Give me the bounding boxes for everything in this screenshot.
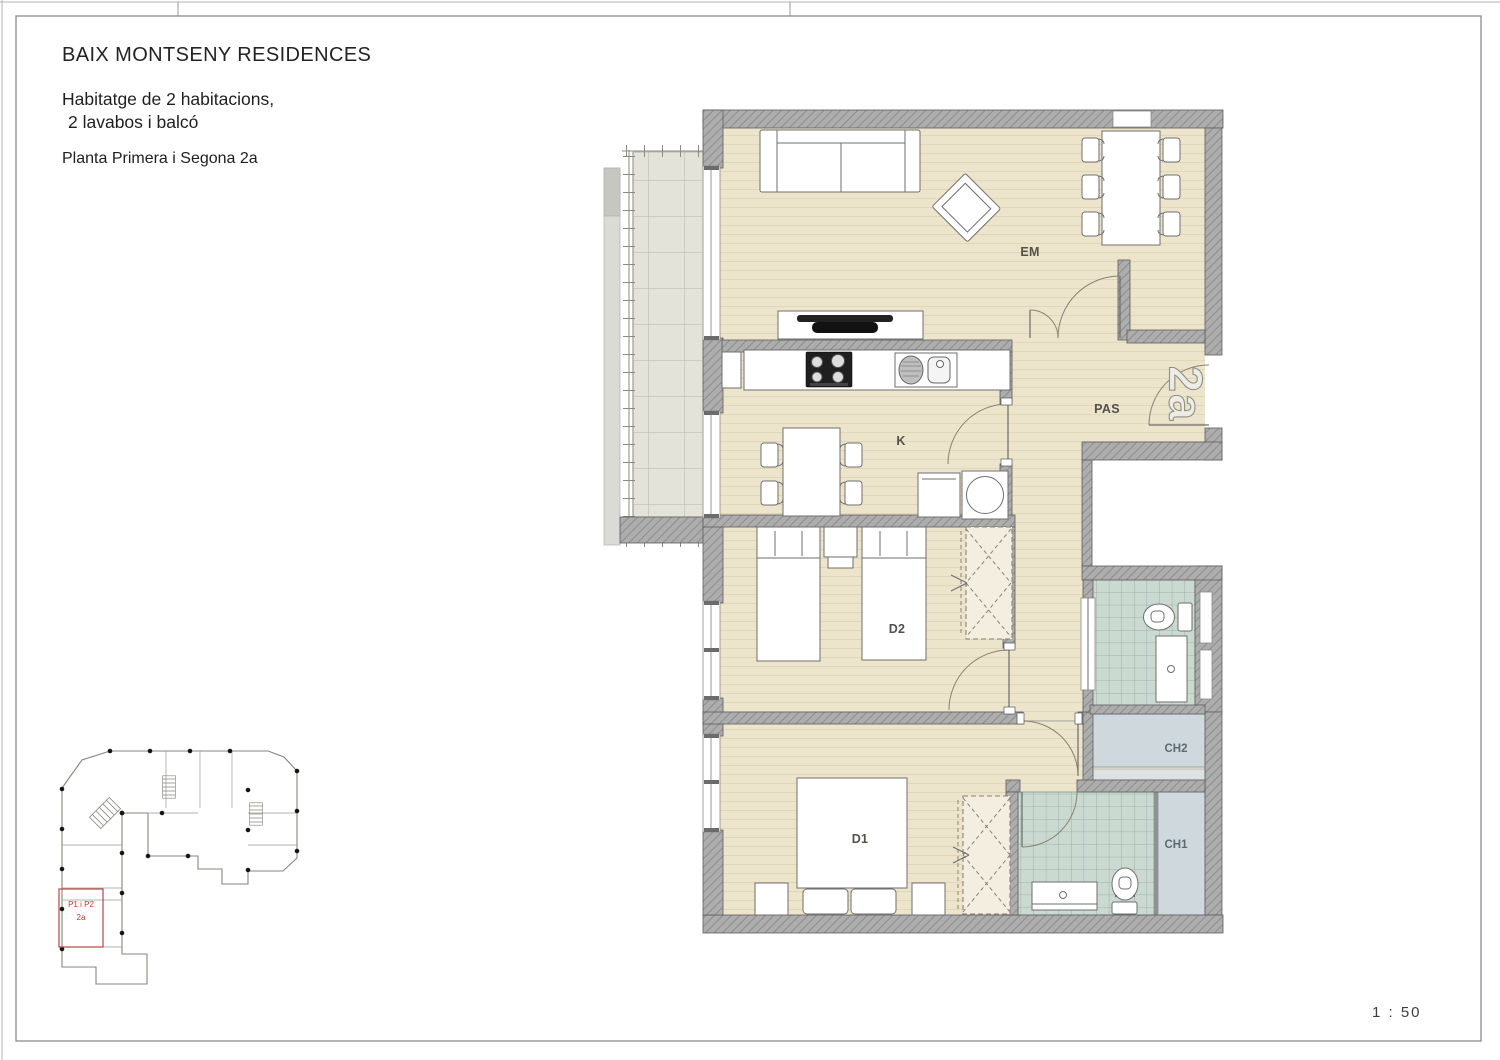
- balcony-slider-2: [703, 411, 720, 518]
- bed-single-1: [757, 527, 820, 661]
- adjacent-facade: [604, 168, 620, 545]
- closet2-area: [1092, 714, 1205, 767]
- unit-id-watermark: 2a: [1159, 365, 1213, 423]
- vanity-bathroom2: [1156, 636, 1187, 702]
- key-plan-unit-label: 2a: [76, 913, 86, 922]
- room-label-ch1: CH1: [1164, 839, 1188, 851]
- dishwasher: [918, 473, 960, 517]
- toilet-bathroom2: [1144, 603, 1193, 631]
- washing-machine: [962, 471, 1008, 519]
- room-label-k: K: [896, 434, 906, 448]
- room-label-pas: PAS: [1094, 402, 1120, 416]
- room-label-ch2: CH2: [1164, 743, 1188, 755]
- nightstand-d1-right: [912, 883, 945, 915]
- kitchen-sink: [895, 353, 957, 387]
- room-label-d1: D1: [851, 832, 869, 846]
- plan-level-label: Planta Primera i Segona 2a: [62, 150, 258, 167]
- building-void: [1092, 460, 1222, 566]
- balcony-slider-1: [703, 166, 720, 340]
- bathroom2-window-2: [1200, 650, 1212, 699]
- key-plan: [59, 751, 297, 984]
- kitchen-counter: [722, 350, 1010, 390]
- unit-description: [62, 88, 274, 134]
- stove: [806, 352, 852, 387]
- bed-single-2: [862, 527, 926, 660]
- sofa: [760, 130, 920, 192]
- closet1-area: [1158, 792, 1205, 915]
- kitchen-table: [783, 428, 840, 516]
- unit-description-line1: Habitatge de 2 habitacions,: [62, 89, 275, 109]
- bathroom2-window-1: [1200, 592, 1212, 643]
- project-title: BAIX MONTSENY RESIDENCES: [62, 44, 372, 66]
- fold-mark: [178, 2, 790, 16]
- balcony-floor: [633, 152, 705, 517]
- room-label-em: EM: [1020, 245, 1040, 259]
- closet1-partition: [1154, 792, 1158, 915]
- adjacent-facade-block: [604, 168, 620, 216]
- tv-unit: [778, 311, 923, 339]
- unit-description-line2: 2 lavabos i balcó: [68, 112, 199, 132]
- closet2-shelf-band: [1092, 769, 1205, 780]
- top-wall-duct: [1113, 111, 1151, 127]
- toilet-bathroom1: [1112, 868, 1138, 914]
- nightstand-d1-left: [755, 883, 788, 915]
- scale-label: 1 : 50: [1372, 1004, 1422, 1021]
- nightstand-d2: [824, 527, 857, 568]
- dining-table: [1102, 131, 1160, 245]
- bed-double: [797, 778, 907, 914]
- key-plan-floor-label: P1 i P2: [68, 900, 94, 909]
- vanity-bathroom1: [1032, 882, 1097, 910]
- room-label-d2: D2: [888, 622, 906, 636]
- title-block: [62, 44, 371, 67]
